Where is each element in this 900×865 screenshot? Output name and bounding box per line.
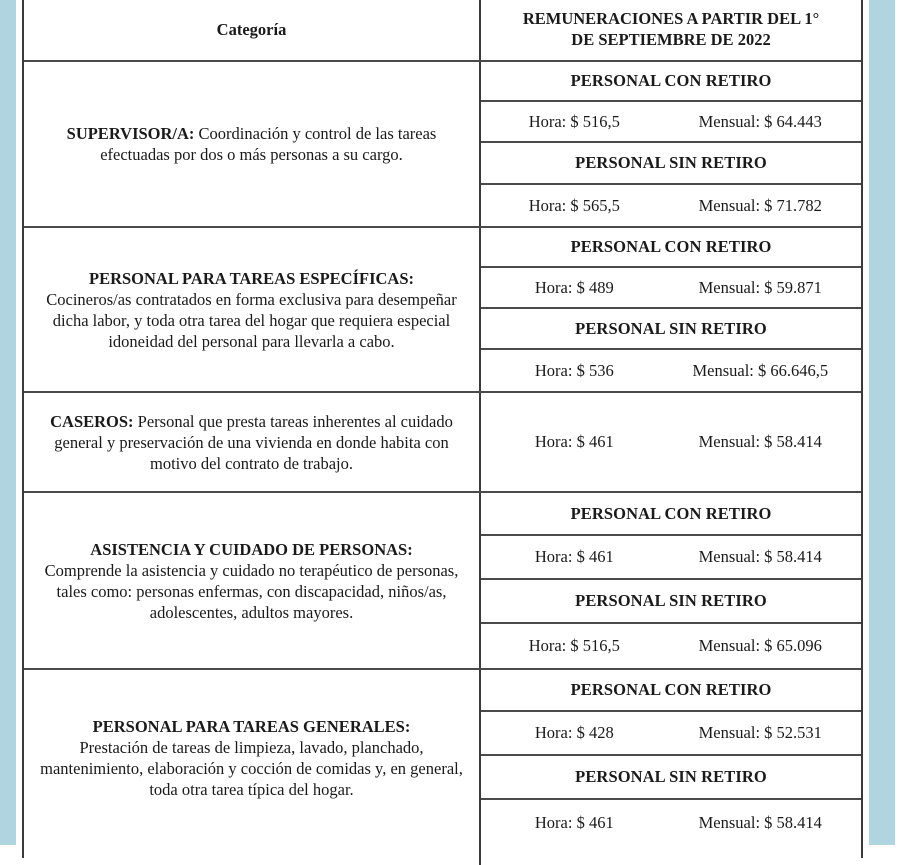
category-description: Personal que presta tareas inherentes al cuidado general y preservación de una vivienda en donde habita con motivo del contrato de trabajo. (54, 411, 453, 473)
sin-retiro-header (481, 309, 861, 350)
con-retiro-label: PERSONAL CON RETIRO (570, 680, 772, 699)
con-retiro-header (481, 493, 861, 536)
right-border-strip (869, 0, 895, 845)
header-remuneration-line1: REMUNERACIONES A PARTIR DEL 1° (522, 9, 820, 28)
category-cell (24, 493, 481, 668)
hourly-rate: Hora: $ 516,5 (528, 636, 620, 655)
category-cell (24, 393, 481, 491)
con-retiro-values (481, 268, 861, 309)
table-row-tareas-generales (24, 670, 861, 858)
sin-retiro-label: PERSONAL SIN RETIRO (575, 318, 767, 338)
header-remuneration-wrap (481, 0, 861, 60)
monthly-rate: Mensual: $ 66.646,5 (692, 360, 829, 380)
sin-retiro-values (481, 624, 861, 668)
hourly-rate: Hora: $ 489 (534, 277, 614, 297)
sin-retiro-label: PERSONAL SIN RETIRO (575, 153, 767, 172)
category-description: Comprende la asistencia y cuidado no terapéutico de personas, tales como: personas enfermas, con discapacidad, niños/as, adolescentes, adultos mayores. (44, 560, 459, 622)
hourly-rate: Hora: $ 565,5 (528, 195, 620, 215)
table-row-asistencia-cuidado (24, 493, 861, 670)
pay-cell (481, 670, 861, 858)
con-retiro-values (481, 102, 861, 143)
hourly-rate: Hora: $ 516,5 (528, 111, 620, 131)
con-retiro-header (481, 228, 861, 268)
sin-retiro-label: PERSONAL SIN RETIRO (575, 591, 767, 610)
monthly-rate: Mensual: $ 65.096 (698, 636, 822, 655)
category-title: SUPERVISOR/A: (66, 124, 195, 143)
header-remuneration-line2: DE SEPTIEMBRE DE 2022 (571, 30, 771, 49)
hourly-rate: Hora: $ 461 (534, 813, 614, 832)
category-title: PERSONAL PARA TAREAS GENERALES: (92, 716, 411, 736)
category-title: CASEROS: (50, 411, 134, 431)
monthly-rate: Mensual: $ 71.782 (698, 195, 822, 215)
con-retiro-label: PERSONAL CON RETIRO (570, 71, 772, 90)
hourly-rate: Hora: $ 428 (534, 723, 614, 742)
table-header-row (24, 0, 861, 62)
category-description: Coordinación y control de las tareas efectuadas por dos o más personas a su cargo. (100, 124, 437, 164)
table-row-caseros (24, 393, 861, 493)
header-remuneration-cell (481, 0, 861, 60)
category-cell (24, 62, 481, 226)
con-retiro-values (481, 536, 861, 580)
sin-retiro-header (481, 580, 861, 624)
header-category-label: Categoría (216, 19, 287, 39)
sin-retiro-values (481, 185, 861, 226)
category-description: Cocineros/as contratados en forma exclusiva para desempeñar dicha labor, y toda otra tarea del hogar que requiera especial idoneidad del personal para llevarla a cabo. (46, 289, 457, 351)
con-retiro-header (481, 62, 861, 102)
con-retiro-header (481, 670, 861, 712)
sin-retiro-label: PERSONAL SIN RETIRO (575, 767, 767, 786)
category-description: Prestación de tareas de limpieza, lavado, planchado, mantenimiento, elaboración y cocción de comidas y, en general, toda otra tarea típica del hogar. (40, 737, 463, 799)
con-retiro-label: PERSONAL CON RETIRO (570, 237, 772, 256)
salary-table (22, 0, 863, 858)
con-retiro-label: PERSONAL CON RETIRO (570, 503, 772, 523)
pay-cell (481, 493, 861, 668)
monthly-rate: Mensual: $ 58.414 (698, 432, 822, 451)
sin-retiro-header (481, 756, 861, 800)
category-cell (24, 670, 481, 845)
pay-cell (481, 228, 861, 391)
pay-cell (481, 393, 861, 491)
category-title: ASISTENCIA Y CUIDADO DE PERSONAS: (90, 539, 413, 559)
header-category-cell (24, 0, 481, 60)
monthly-rate: Mensual: $ 59.871 (698, 277, 822, 297)
category-cell (24, 228, 481, 391)
hourly-rate: Hora: $ 461 (534, 547, 614, 566)
monthly-rate: Mensual: $ 58.414 (698, 813, 822, 832)
single-values (481, 393, 861, 491)
table-row-tareas-especificas (24, 228, 861, 393)
monthly-rate: Mensual: $ 58.414 (698, 547, 822, 566)
left-border-strip (0, 0, 16, 845)
sin-retiro-values (481, 800, 861, 846)
hourly-rate: Hora: $ 536 (534, 360, 614, 380)
table-row-supervisor (24, 62, 861, 228)
category-title: PERSONAL PARA TAREAS ESPECÍFICAS: (88, 268, 415, 288)
monthly-rate: Mensual: $ 64.443 (698, 111, 822, 131)
category-cell-continuation (24, 845, 481, 865)
sin-retiro-values (481, 350, 861, 391)
pay-cell (481, 62, 861, 226)
con-retiro-values (481, 712, 861, 756)
monthly-rate: Mensual: $ 52.531 (698, 723, 822, 742)
sin-retiro-header (481, 143, 861, 185)
header-remuneration-label (523, 8, 819, 50)
hourly-rate: Hora: $ 461 (534, 432, 614, 451)
